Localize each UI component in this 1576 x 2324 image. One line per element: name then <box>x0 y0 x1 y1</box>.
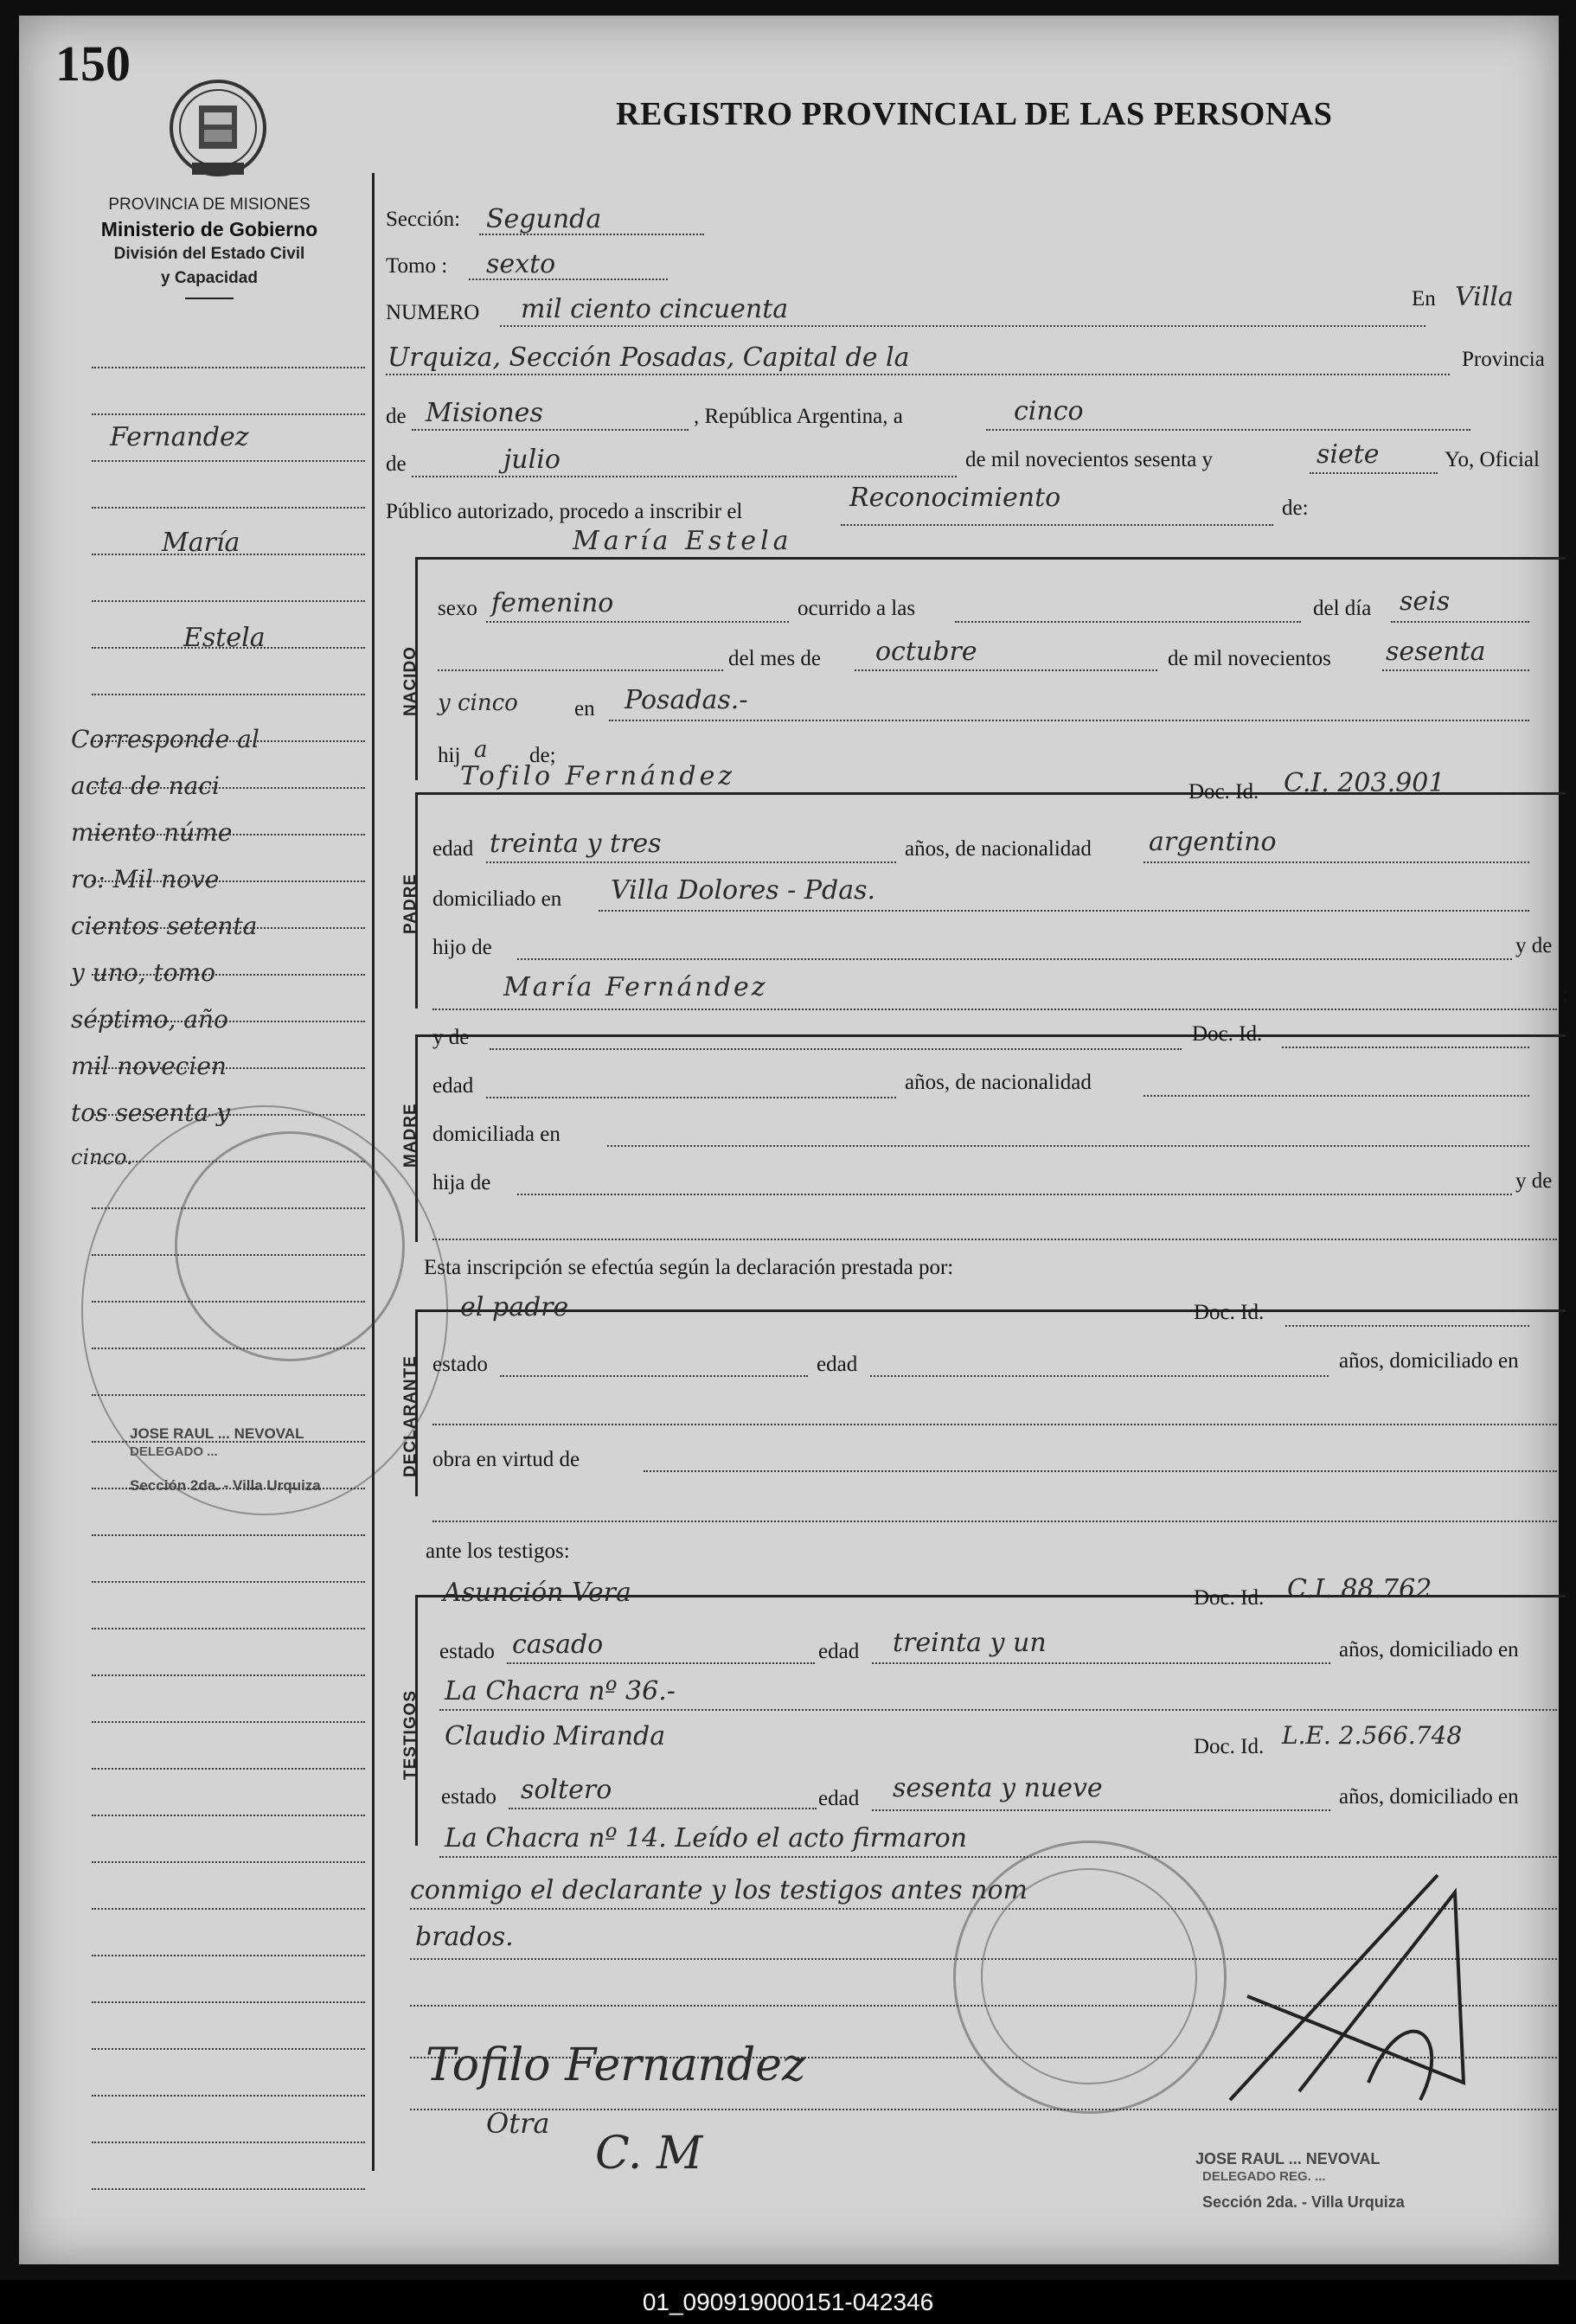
field-line <box>607 1145 1529 1147</box>
margin-line <box>92 1581 365 1583</box>
margin-line <box>92 1768 365 1770</box>
field-line <box>432 1424 1557 1425</box>
value-dia: cinco <box>1014 396 1084 426</box>
label-semicolon: ; <box>1562 983 1568 1006</box>
division-label-1: División del Estado Civil <box>113 245 305 263</box>
label-numero: NUMERO <box>386 301 480 324</box>
value-padre-dom: Villa Dolores - Pdas. <box>611 875 876 906</box>
label-testigo1-doc: Doc. Id. <box>1194 1586 1265 1610</box>
label-mil-sesenta: de mil novecientos sesenta y <box>965 448 1214 471</box>
value-lugar: Urquiza, Sección Posadas, Capital de la <box>388 343 910 373</box>
field-line <box>500 325 1425 327</box>
value-tomo: sexto <box>486 249 556 279</box>
value-padre-nombre: Tofilo Fernández <box>460 761 736 791</box>
official-stamp-inner <box>981 1868 1197 2084</box>
field-line <box>855 669 1157 671</box>
value-padre-madre: María Fernández <box>503 972 768 1002</box>
field-line <box>486 621 789 623</box>
label-nacido: NACIDO <box>401 646 420 716</box>
field-line <box>517 1194 1512 1195</box>
margin-note: miento núme <box>71 818 233 847</box>
margin-line <box>92 1534 365 1536</box>
value-testigo2-edad: sesenta y nueve <box>893 1773 1103 1803</box>
margin-note: y uno, tomo <box>71 958 215 987</box>
label-madre-edad: edad <box>432 1074 474 1098</box>
stamp-text: DELEGADO ... <box>130 1444 218 1459</box>
field-line <box>410 2109 1557 2110</box>
value-testigo1-dom: La Chacra nº 36.- <box>445 1676 676 1706</box>
field-line <box>500 1375 808 1377</box>
margin-line <box>92 2048 365 2050</box>
label-edad: edad <box>432 837 474 861</box>
margin-line <box>92 1908 365 1910</box>
label-testigo2-doc: Doc. Id. <box>1194 1735 1265 1758</box>
field-line <box>432 1008 1557 1010</box>
label-de-semi: de; <box>529 744 556 767</box>
field-line <box>1144 861 1529 863</box>
section-rule <box>415 557 1566 560</box>
section-rule <box>415 1034 1566 1037</box>
label-madre-doc: Doc. Id. <box>1192 1022 1263 1046</box>
margin-line <box>92 2001 365 2003</box>
field-line <box>599 910 1529 912</box>
value-en: Villa <box>1455 282 1514 312</box>
label-madre-y-de-2: y de <box>1515 1169 1553 1193</box>
stamp-text: Sección 2da. - Villa Urquiza <box>1202 2193 1405 2211</box>
stamp-text: Sección 2da. - Villa Urquiza <box>130 1477 321 1494</box>
value-testigo2-dom: La Chacra nº 14. Leído el acto firmaron <box>445 1823 967 1853</box>
division-label-2: y Capacidad <box>161 269 258 287</box>
signature-declarante: Tofilo Fernandez <box>426 2039 806 2091</box>
margin-line <box>92 1721 365 1723</box>
value-testigo2-doc: L.E. 2.566.748 <box>1282 1721 1463 1750</box>
label-de-mil-nov: de mil novecientos <box>1168 647 1331 670</box>
margin-note: mil novecien <box>71 1052 227 1080</box>
field-line <box>432 1521 1557 1522</box>
margin-note: Corresponde al <box>71 725 259 753</box>
label-declaracion: Esta inscripción se efectúa según la declaración prestada por: <box>424 1256 954 1279</box>
label-tomo: Tomo : <box>386 254 448 278</box>
value-anio: siete <box>1317 439 1380 470</box>
label-de-2: de <box>386 452 407 476</box>
margin-line <box>92 694 365 695</box>
margin-note: Estela <box>183 623 266 653</box>
stamp-text: JOSE RAUL ... NEVOVAL <box>130 1425 304 1442</box>
label-testigo2-edad: edad <box>818 1787 860 1810</box>
field-line <box>955 621 1301 623</box>
signature-witness: Otra <box>486 2107 550 2140</box>
margin-note: séptimo, año <box>71 1005 228 1034</box>
margin-line <box>92 1815 365 1816</box>
label-madre-anios-nac: años, de nacionalidad <box>905 1071 1092 1094</box>
label-obra: obra en virtud de <box>432 1448 580 1471</box>
field-line <box>517 958 1512 960</box>
label-de-colon: de: <box>1282 496 1309 520</box>
value-lugar-nac: Posadas.- <box>625 685 748 715</box>
label-provincia: Provincia <box>1462 348 1545 371</box>
field-line <box>872 1662 1330 1664</box>
label-en: En <box>1412 287 1436 311</box>
field-line <box>872 1809 1330 1811</box>
field-line <box>509 1808 817 1809</box>
label-domiciliada: domiciliada en <box>432 1123 561 1146</box>
stamp-text: JOSE RAUL ... NEVOVAL <box>1195 2150 1381 2167</box>
value-anio-nac-b: y cinco <box>438 690 518 716</box>
value-numero: mil ciento cincuenta <box>521 294 789 324</box>
province-seal <box>166 76 270 184</box>
ministry-label: Ministerio de Gobierno <box>100 218 318 240</box>
margin-note: acta de naci <box>71 771 220 800</box>
label-declarante-anios-dom: años, domiciliado en <box>1339 1349 1519 1373</box>
field-line <box>439 1709 1557 1711</box>
margin-line <box>92 1674 365 1676</box>
label-de: de <box>386 405 407 428</box>
signature-officer: C. M <box>595 2128 703 2180</box>
divider <box>185 298 234 299</box>
field-line <box>986 429 1470 431</box>
stamp-text: DELEGADO REG. ... <box>1202 2169 1326 2184</box>
label-ocurrido: ocurrido a las <box>798 597 916 620</box>
value-testigo1-doc: C.I. 88.762 <box>1287 1574 1432 1604</box>
label-testigo1-edad: edad <box>818 1640 860 1663</box>
label-hij: hij <box>438 744 461 767</box>
value-nombre: María Estela <box>573 526 793 556</box>
field-line <box>841 524 1273 526</box>
page-number: 150 <box>55 35 131 92</box>
label-sexo: sexo <box>438 597 477 620</box>
label-en-2: en <box>574 697 595 720</box>
field-line <box>1391 621 1529 623</box>
field-line <box>410 2005 1557 2007</box>
value-testigo1-edad: treinta y un <box>893 1628 1047 1658</box>
margin-note: cinco. <box>71 1145 133 1169</box>
label-declarante-estado: estado <box>432 1353 488 1376</box>
field-line <box>1382 669 1529 671</box>
label-madre-y-de: y de <box>432 1026 470 1049</box>
value-dia-nac: seis <box>1400 586 1451 617</box>
value-padre-doc: C.I. 203.901 <box>1284 768 1445 798</box>
value-padre-nac: argentino <box>1149 827 1277 857</box>
value-testigo1: Asunción Vera <box>443 1578 631 1608</box>
value-cierre-2: brados. <box>415 1922 514 1952</box>
label-testigo2-estado: estado <box>441 1785 497 1809</box>
value-sexo: femenino <box>491 588 614 618</box>
value-mes-nac: octubre <box>875 637 977 667</box>
margin-line <box>92 2142 365 2143</box>
margin-note: tos sesenta y <box>71 1098 230 1127</box>
margin-line <box>92 1861 365 1863</box>
value-cierre-1: conmigo el declarante y los testigos antes nom <box>410 1875 1028 1905</box>
value-acto: Reconocimiento <box>849 483 1061 513</box>
field-line <box>870 1375 1329 1377</box>
field-line <box>609 720 1529 721</box>
image-id-footer: 01_090919000151-042346 <box>0 2280 1576 2324</box>
value-padre-edad: treinta y tres <box>490 829 662 859</box>
label-testigo2-anios-dom: años, domiciliado en <box>1339 1785 1519 1809</box>
value-testigo1-estado: casado <box>512 1629 604 1660</box>
label-anios-nac: años, de nacionalidad <box>905 837 1092 861</box>
margin-line <box>92 600 365 602</box>
field-line <box>1144 1095 1529 1097</box>
field-line <box>490 1048 1182 1050</box>
label-declarante-doc: Doc. Id. <box>1194 1301 1265 1324</box>
label-padre-doc: Doc. Id. <box>1188 780 1259 803</box>
field-line <box>412 429 689 431</box>
field-line <box>1285 1325 1529 1327</box>
field-line <box>412 476 957 477</box>
margin-note: ro: Mil nove <box>71 865 220 893</box>
margin-line <box>92 413 365 415</box>
field-line <box>438 669 723 671</box>
margin-line <box>92 1628 365 1629</box>
margin-line <box>92 2188 365 2190</box>
label-del-mes: del mes de <box>728 647 821 670</box>
margin-note: cientos setenta <box>71 912 258 940</box>
register-page <box>19 16 1568 2264</box>
margin-line <box>92 1955 365 1956</box>
value-mes: julio <box>503 445 561 475</box>
field-line <box>1310 472 1438 474</box>
field-line <box>507 1662 815 1664</box>
label-testigo1-estado: estado <box>439 1640 495 1663</box>
label-testigos: ante los testigos: <box>426 1540 570 1563</box>
field-line <box>486 861 896 863</box>
field-line <box>1282 1047 1529 1048</box>
field-line <box>410 2057 1557 2058</box>
field-line <box>486 1097 896 1098</box>
label-padre: PADRE <box>401 873 420 934</box>
field-line <box>386 374 1450 375</box>
label-madre: MADRE <box>401 1103 420 1168</box>
label-testigos-v: TESTIGOS <box>401 1689 420 1780</box>
signature-scribble <box>1195 1858 1481 2117</box>
margin-line <box>92 460 365 462</box>
label-declarante-edad: edad <box>817 1353 858 1376</box>
margin-line <box>92 507 365 509</box>
value-anio-nac-a: sesenta <box>1386 637 1486 667</box>
label-testigo1-anios-dom: años, domiciliado en <box>1339 1638 1519 1661</box>
label-del-dia: del día <box>1313 597 1372 620</box>
field-line <box>432 1239 1557 1240</box>
label-domiciliado: domiciliado en <box>432 887 562 911</box>
label-publico: Público autorizado, procedo a inscribir el <box>386 500 743 523</box>
value-declarante: el padre <box>460 1292 569 1322</box>
label-y-de: y de <box>1515 934 1553 957</box>
field-line <box>644 1470 1557 1472</box>
label-republica: , República Argentina, a <box>694 405 903 428</box>
margin-line <box>92 367 365 368</box>
value-testigo2-estado: soltero <box>521 1775 612 1805</box>
label-yo-oficial: Yo, Oficial <box>1445 448 1540 471</box>
margin-line <box>92 2095 365 2097</box>
value-hij-suffix: a <box>474 737 488 763</box>
margin-note: María <box>162 528 240 558</box>
value-testigo2: Claudio Miranda <box>445 1721 666 1751</box>
label-seccion: Sección: <box>386 208 461 231</box>
value-provincia: Misiones <box>426 398 543 428</box>
label-hijo-de: hijo de <box>432 936 492 959</box>
section-rule <box>415 1309 1566 1312</box>
label-declarante: DECLARANTE <box>401 1355 420 1477</box>
document-title: REGISTRO PROVINCIAL DE LAS PERSONAS <box>616 96 1333 132</box>
province-label: PROVINCIA DE MISIONES <box>108 195 311 214</box>
label-hija-de: hija de <box>432 1171 491 1194</box>
margin-note: Fernandez <box>110 422 249 452</box>
value-seccion: Segunda <box>486 204 602 234</box>
